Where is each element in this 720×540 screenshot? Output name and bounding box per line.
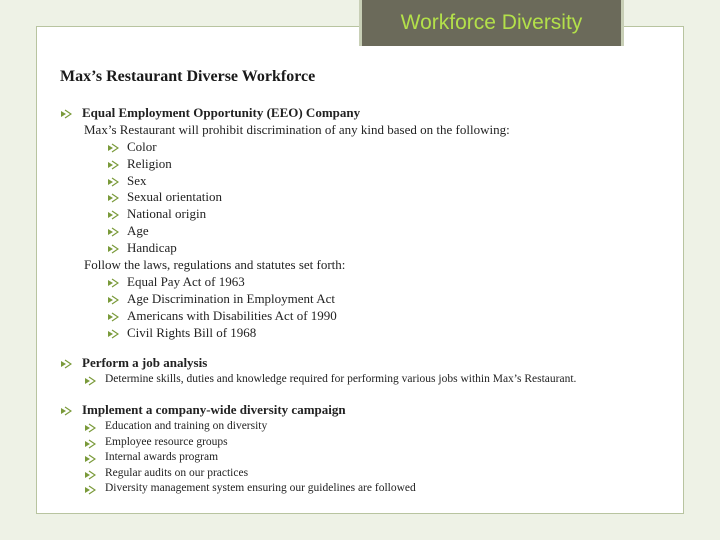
list-item: Diversity management system ensuring our guidelines are followed bbox=[105, 482, 416, 494]
slide-title: Workforce Diversity bbox=[400, 11, 583, 34]
arrow-bullet-icon bbox=[84, 439, 96, 449]
arrow-bullet-icon bbox=[107, 210, 119, 220]
arrow-bullet-icon bbox=[107, 143, 119, 153]
arrow-bullet-icon bbox=[107, 244, 119, 254]
section-intro: Max’s Restaurant will prohibit discrimination of any kind based on the following: bbox=[84, 122, 510, 137]
section-label: Perform a job analysis bbox=[82, 355, 208, 370]
arrow-bullet-icon bbox=[60, 359, 72, 369]
list-item: Color bbox=[127, 139, 157, 154]
list-item: Internal awards program bbox=[105, 451, 219, 463]
list-item: Religion bbox=[127, 155, 172, 171]
section-intro: Follow the laws, regulations and statutes set forth: bbox=[84, 257, 346, 272]
arrow-bullet-icon bbox=[84, 454, 96, 464]
arrow-bullet-icon bbox=[60, 109, 72, 119]
list-item: Education and training on diversity bbox=[105, 420, 268, 432]
arrow-bullet-icon bbox=[107, 295, 119, 305]
arrow-bullet-icon bbox=[107, 177, 119, 187]
arrow-bullet-icon bbox=[107, 278, 119, 288]
section-label: Equal Employment Opportunity (EEO) Company bbox=[82, 105, 361, 120]
list-item: Equal Pay Act of 1963 bbox=[127, 274, 245, 289]
arrow-bullet-icon bbox=[84, 423, 96, 433]
arrow-bullet-icon bbox=[84, 376, 96, 386]
arrow-bullet-icon bbox=[84, 485, 96, 495]
arrow-bullet-icon bbox=[84, 470, 96, 480]
arrow-bullet-icon bbox=[107, 329, 119, 339]
arrow-bullet-icon bbox=[60, 406, 72, 416]
list-item: Sexual orientation bbox=[127, 189, 222, 205]
arrow-bullet-icon bbox=[107, 160, 119, 170]
arrow-bullet-icon bbox=[107, 227, 119, 237]
list-item: Age Discrimination in Employment Act bbox=[127, 291, 335, 306]
arrow-bullet-icon bbox=[107, 312, 119, 322]
list-item: Americans with Disabilities Act of 1990 bbox=[127, 308, 337, 323]
section-label: Implement a company-wide diversity campaign bbox=[82, 402, 346, 417]
list-item: Civil Rights Bill of 1968 bbox=[127, 325, 257, 340]
arrow-bullet-icon bbox=[107, 193, 119, 203]
title-banner bbox=[359, 0, 624, 46]
list-item: Age bbox=[127, 223, 149, 238]
list-item: Determine skills, duties and knowledge required for performing various jobs within Max’s Restaurant. bbox=[105, 373, 577, 385]
list-item: Handicap bbox=[127, 239, 177, 255]
list-item: Regular audits on our practices bbox=[105, 466, 249, 479]
list-item: Sex bbox=[127, 172, 147, 188]
slide-heading: Max’s Restaurant Diverse Workforce bbox=[60, 68, 316, 85]
list-item: Employee resource groups bbox=[105, 435, 228, 448]
list-item: National origin bbox=[127, 206, 207, 222]
